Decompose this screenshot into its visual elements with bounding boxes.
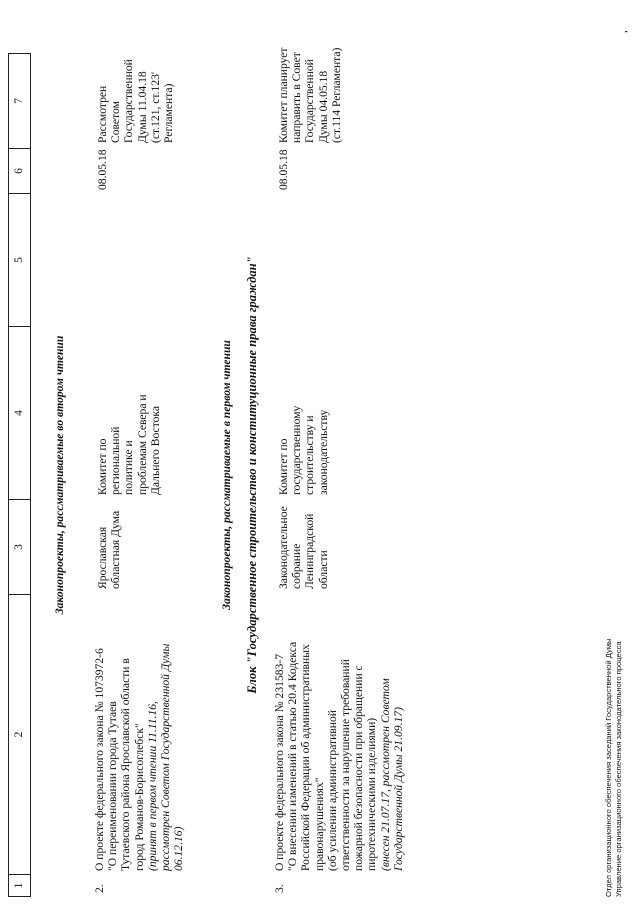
bill-title: О проекте федерального закона № 1073972-6 "О переименовании города Тутаев Тутаевского района Ярославской области в город Романов-Борисоглебск" (принят в первом чтении 11.11.16, рассмотрен Советом Государственной Думы 06.12.16)	[93, 643, 186, 871]
bill-title: О проекте федерального закона № 231583-7 "О внесении изменений в статью 20.4 Кодекса Российской Федерации об административных правонарушениях" (об усилении административной ответственности за нарушение требований пожарной безопасности при обращении с пиротехническими изделиями) (внесен 21.07.17, рассмотрен Советом Государственной Думы 21.09.17)	[273, 641, 405, 871]
review-date: 08.05.18	[277, 149, 290, 190]
page-number	[0, 441, 1, 461]
column-number-3: 3	[8, 500, 30, 595]
initiator: Ярославская областная Дума	[96, 510, 123, 589]
section-heading-second-reading: Законопроекты, рассматриваемые во втором чтении	[53, 335, 66, 615]
section-heading-first-reading: Законопроекты, рассматриваемые в первом чтении	[220, 340, 233, 610]
row-number: 3.	[273, 884, 286, 893]
footer	[604, 639, 623, 897]
column-number-4: 4	[8, 327, 30, 500]
footer-line: Отдел организационного обеспечения заседаний Государственной Думы	[604, 638, 613, 897]
column-number-1: 1	[8, 875, 30, 897]
footer-line: Управление организационного обеспечения законодательного процесса	[613, 641, 623, 897]
review-date: 08.05.18	[96, 149, 109, 190]
column-number-5: 5	[8, 194, 30, 327]
review-status: Рассмотрен Советом Государственной Думы 11.04.18 (ст.121, ст.123' Регламента)	[96, 59, 176, 143]
column-number-7: 7	[8, 53, 30, 149]
review-status: Комитет планирует направить в Совет Государственной Думы 04.05.18 (ст.114 Регламента)	[277, 47, 343, 143]
column-number-6: 6	[8, 149, 30, 194]
responsible-committee: Комитет по региональной политике и проблемам Севера и Дальнего Востока	[96, 394, 162, 495]
initiator: Законодательное собрание Ленинградской области	[277, 506, 330, 589]
row-number: 2.	[93, 884, 106, 893]
responsible-committee: Комитет по государственному строительству и законодательству	[277, 405, 330, 495]
block-title: Блок "Государственное строительство и конституционные права граждан"	[245, 256, 259, 694]
corner-mark: ,	[616, 30, 629, 33]
column-number-2: 2	[8, 595, 30, 875]
